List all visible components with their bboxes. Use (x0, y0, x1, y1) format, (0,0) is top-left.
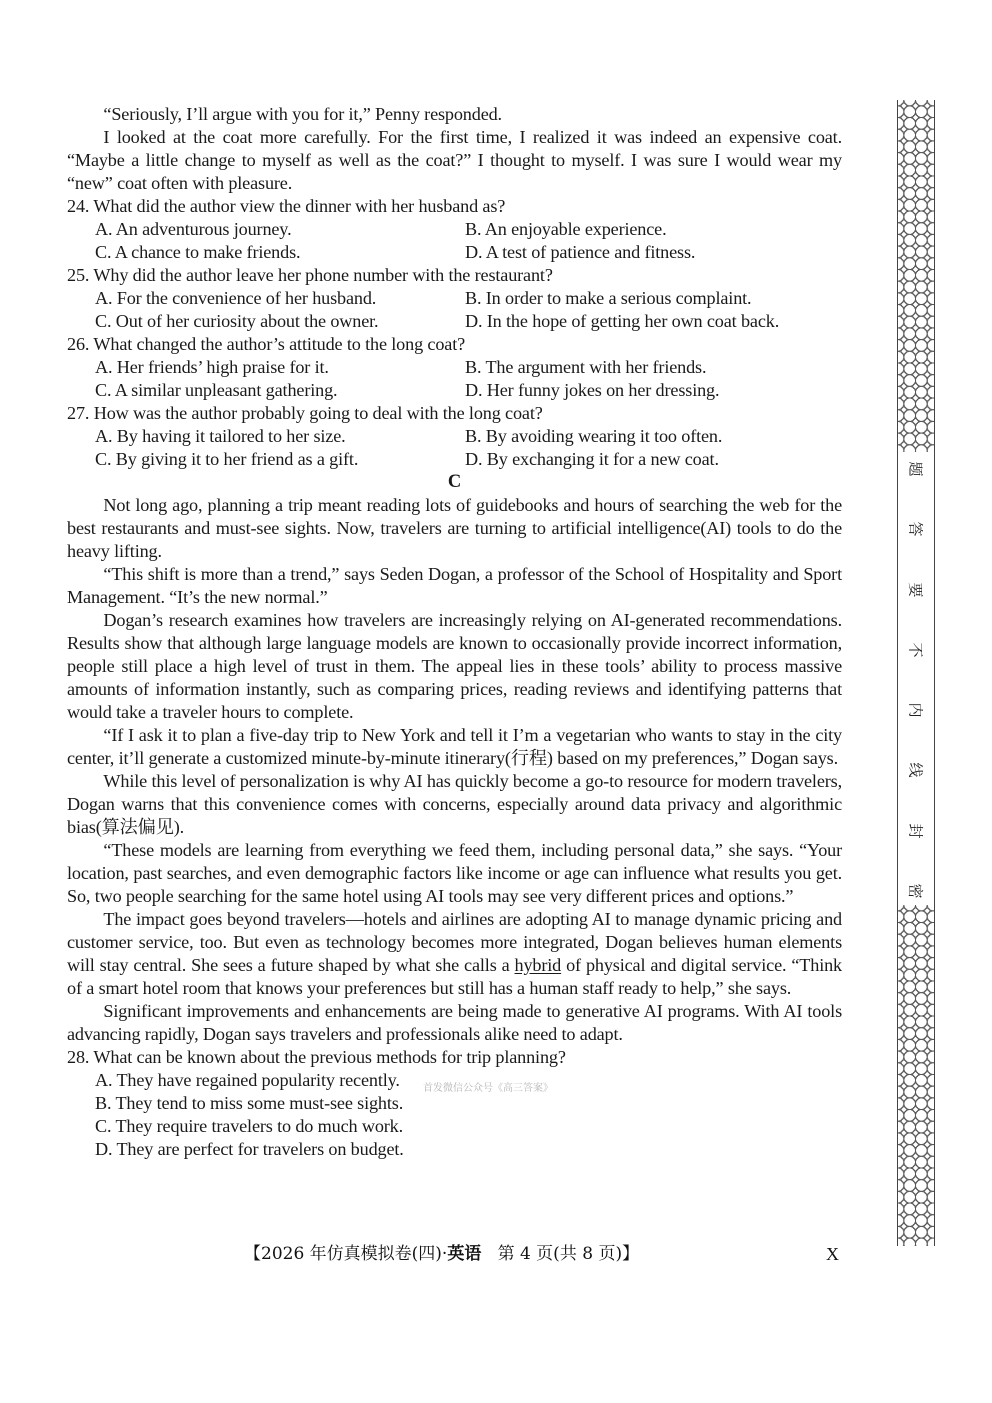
option-d: D. A test of patience and fitness. (465, 242, 696, 262)
strip-char: 不 (906, 642, 925, 658)
question-27 (67, 402, 842, 471)
paragraph: Not long ago, planning a trip meant reading lots of guidebooks and hours of searching the web for the best restaurants and must-see sights. Now, travelers are turning to artificial intelligence(AI) tools to do the heavy lifting. (67, 495, 842, 561)
paragraph: Dogan’s research examines how travelers are increasingly relying on AI-generated recommendations. Results show that although large language models are known to occasionally provide incorrect information, people still place a high level of trust in them. The appeal lies in these tools’ ability to process massive amounts of information instantly, such as comparing prices, reading reviews and identifying patterns that would take a traveler hours to complete. (67, 610, 842, 722)
question-stem (67, 195, 842, 218)
subject: 英语 (447, 1244, 482, 1264)
paragraph-text: The impact goes beyond travelers—hotels and airlines are adopting AI to manage dynamic pricing and customer service, too. But even as technology becomes more integrated, Dogan believes human elements will stay central. She sees a future shaped by what she calls a (67, 909, 842, 975)
option-a: A. An adventurous journey. (95, 219, 292, 239)
option-b: B. An enjoyable experience. (465, 219, 667, 239)
option-c: C. A similar unpleasant gathering. (95, 380, 338, 400)
option-c: C. They require travelers to do much work. (95, 1116, 404, 1136)
paragraph: While this level of personalization is why AI has quickly become a go-to resource for modern travelers, Dogan warns that this convenience comes with concerns, especially around data privacy and algorithmic bias(算法偏见). (67, 771, 842, 837)
decorative-border-pattern (898, 100, 934, 452)
paragraph: “If I ask it to plan a five-day trip to New York and tell it I’m a vegetarian who wants to stay in the city center, it’ll generate a customized minute-by-minute itinerary(行程) based on my preferences,” Dogan says. (67, 725, 842, 768)
question-28 (67, 1046, 842, 1161)
paragraph-text: of physical and digital service. “Think of a smart hotel room that knows your preferences but still has a human staff ready to help,” she says. (67, 955, 842, 998)
page-info: 第 4 页(共 8 页) (497, 1244, 623, 1264)
option-b: B. The argument with her friends. (465, 357, 707, 377)
paragraph: I looked at the coat more carefully. For the first time, I realized it was indeed an expensive coat. “Maybe a little change to myself as well as the coat?” I thought to myself. I was sure I would wear my “new” coat often with pleasure. (67, 127, 842, 193)
exam-title: 2026 年仿真模拟卷(四)· (261, 1244, 448, 1264)
question-number: 24. (67, 196, 90, 216)
strip-char: 密 (906, 883, 925, 899)
option-d: D. They are perfect for travelers on budget. (95, 1139, 404, 1159)
question-24 (67, 195, 842, 264)
option-a: A. By having it tailored to her size. (95, 426, 346, 446)
paragraph: Significant improvements and enhancements are being made to generative AI programs. With AI tools advancing rapidly, Dogan says travelers and professionals alike need to adapt. (67, 1001, 842, 1044)
option-a: A. Her friends’ high praise for it. (95, 357, 329, 377)
question-number: 25. (67, 265, 90, 285)
paragraph (67, 908, 842, 1000)
question-stem (67, 333, 842, 356)
strip-char: 线 (906, 762, 925, 778)
question-number: 27. (67, 403, 90, 423)
binding-strip (897, 100, 935, 1246)
footer-close-bracket: 】 (622, 1244, 640, 1264)
question-stem (67, 1046, 842, 1069)
watermark: 首发微信公众号《高三答案》 (423, 1083, 553, 1094)
strip-char: 题 (906, 461, 925, 477)
page-content (67, 103, 842, 1161)
question-stem (67, 402, 842, 425)
option-d: D. Her funny jokes on her dressing. (465, 380, 720, 400)
decorative-border-pattern (898, 905, 934, 1246)
paragraph: “These models are learning from everything we feed them, including personal data,” she says. “Your location, past searches, and even demographic factors like income or age can influence what results you get. So, two people searching for the same hotel using AI tools may see very different prices and options.” (67, 840, 842, 906)
question-number: 28. (67, 1047, 90, 1067)
strip-char: 答 (906, 521, 925, 537)
question-25 (67, 264, 842, 333)
option-b: B. By avoiding wearing it too often. (465, 426, 723, 446)
option-c: C. By giving it to her friend as a gift. (95, 449, 359, 469)
paragraph: “Seriously, I’ll argue with you for it,” Penny responded. (103, 104, 502, 124)
question-text: Why did the author leave her phone number with the restaurant? (93, 265, 553, 285)
strip-char: 内 (906, 702, 925, 718)
underlined-word-hybrid: hybrid (514, 955, 562, 975)
option-d: D. By exchanging it for a new coat. (465, 449, 719, 469)
option-d: D. In the hope of getting her own coat back. (465, 311, 780, 331)
page-footer (244, 1243, 639, 1265)
strip-char: 要 (906, 582, 925, 598)
paper-code: X (826, 1244, 839, 1264)
option-a: A. They have regained popularity recently. (95, 1070, 400, 1090)
question-text: What did the author view the dinner with her husband as? (93, 196, 506, 216)
option-c: C. Out of her curiosity about the owner. (95, 311, 379, 331)
footer-open-bracket: 【 (244, 1244, 261, 1264)
question-26 (67, 333, 842, 402)
option-c: C. A chance to make friends. (95, 242, 301, 262)
question-text: How was the author probably going to deal with the long coat? (93, 403, 543, 423)
paragraph: “This shift is more than a trend,” says Seden Dogan, a professor of the School of Hospitality and Sport Management. “It’s the new normal.” (67, 564, 842, 607)
question-text: What can be known about the previous methods for trip planning? (93, 1047, 566, 1067)
binding-strip-notice (898, 460, 934, 900)
option-a: A. For the convenience of her husband. (95, 288, 377, 308)
strip-char: 封 (906, 823, 925, 839)
option-b: B. They tend to miss some must-see sights. (95, 1093, 404, 1113)
question-stem (67, 264, 842, 287)
question-number: 26. (67, 334, 90, 354)
section-heading-c: C (447, 472, 462, 492)
question-text: What changed the author’s attitude to the long coat? (93, 334, 466, 354)
option-b: B. In order to make a serious complaint. (465, 288, 752, 308)
